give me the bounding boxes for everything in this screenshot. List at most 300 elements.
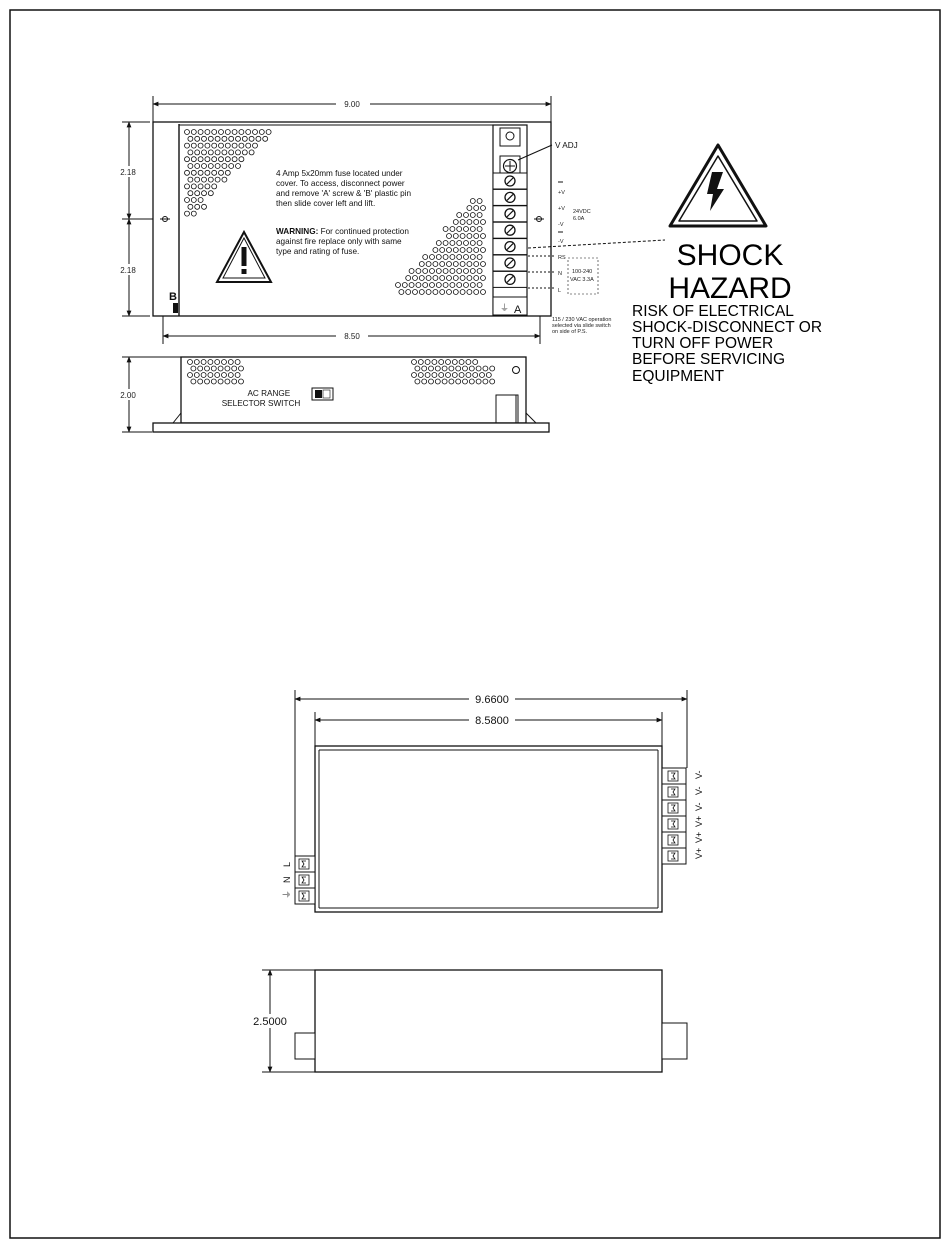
vent-hole: [215, 373, 220, 378]
vent-hole: [481, 290, 486, 295]
vent-hole: [453, 234, 458, 239]
vent-hole: [205, 366, 210, 371]
vent-hole: [236, 136, 241, 141]
vent-hole: [443, 269, 448, 274]
vent-hole: [473, 360, 478, 365]
vent-hole: [466, 373, 471, 378]
vent-hole: [212, 143, 217, 148]
vent-hole: [474, 234, 479, 239]
vent-hole: [474, 276, 479, 281]
vent-hole: [481, 206, 486, 211]
upper-height-dim: 2.18: [120, 168, 136, 177]
vent-hole: [440, 290, 445, 295]
shock-hazard-text: RISK OF ELECTRICAL SHOCK-DISCONNECT OR TURN OFF POWER BEFORE SERVICING EQUIPMENT: [632, 303, 823, 385]
vent-hole: [443, 283, 448, 288]
vent-hole: [481, 220, 486, 225]
vent-hole: [194, 373, 199, 378]
vent-hole: [423, 269, 428, 274]
vent-hole: [423, 255, 428, 260]
vent-hole: [232, 143, 237, 148]
vent-hole: [447, 262, 452, 267]
vent-hole: [467, 234, 472, 239]
input-terminal-label: L: [282, 861, 292, 867]
vent-hole: [481, 248, 486, 253]
ac-range-selector-label: AC RANGE SELECTOR SWITCH: [221, 389, 301, 408]
output-terminal-block: [662, 768, 704, 864]
vent-hole: [249, 136, 254, 141]
shock-hazard-label: [632, 145, 826, 385]
vent-hole: [416, 269, 421, 274]
vent-hole: [433, 276, 438, 281]
vent-hole: [436, 255, 441, 260]
vent-hole: [191, 366, 196, 371]
vent-hole: [436, 283, 441, 288]
vent-hole: [188, 177, 193, 182]
vent-hole: [416, 283, 421, 288]
vent-hole: [460, 276, 465, 281]
vent-hole: [423, 283, 428, 288]
vent-hole: [212, 157, 217, 162]
enclosure-top-outline: [315, 746, 662, 912]
vent-hole: [440, 248, 445, 253]
vent-hole: [195, 150, 200, 155]
vent-hole: [222, 177, 227, 182]
vent-hole: [467, 248, 472, 253]
vent-hole: [198, 379, 203, 384]
top-width-dim: 9.00: [344, 100, 360, 109]
vent-hole: [467, 262, 472, 267]
side-view-drawing: [115, 357, 549, 432]
vent-hole: [470, 199, 475, 204]
vent-hole: [450, 269, 455, 274]
output-terminal-label: V+: [694, 831, 704, 843]
vent-hole: [450, 241, 455, 246]
vent-hole: [396, 283, 401, 288]
svg-text:6.0A: 6.0A: [573, 216, 585, 222]
vent-hole: [232, 130, 237, 135]
vent-hole: [425, 360, 430, 365]
vent-hole: [457, 241, 462, 246]
vent-hole: [208, 150, 213, 155]
vent-hole: [202, 136, 207, 141]
vent-hole: [232, 366, 237, 371]
vent-hole: [432, 360, 437, 365]
vent-hole: [253, 130, 258, 135]
output-terminal-label: V-: [694, 802, 704, 811]
vent-hole: [229, 136, 234, 141]
vent-hole: [266, 130, 271, 135]
vent-hole: [232, 379, 237, 384]
vent-hole: [477, 255, 482, 260]
vent-hole: [447, 290, 452, 295]
vent-hole: [208, 136, 213, 141]
svg-text:-V: -V: [558, 239, 564, 245]
vent-hole: [443, 255, 448, 260]
vent-hole: [483, 366, 488, 371]
vent-hole: [456, 366, 461, 371]
vent-hole: [435, 379, 440, 384]
vent-hole: [422, 379, 427, 384]
vent-hole: [202, 177, 207, 182]
vent-hole: [450, 283, 455, 288]
vent-hole: [256, 136, 261, 141]
vent-hole: [222, 373, 227, 378]
vent-hole: [222, 360, 227, 365]
vent-hole: [429, 379, 434, 384]
vent-hole: [229, 150, 234, 155]
vent-hole: [253, 143, 258, 148]
vent-hole: [402, 283, 407, 288]
vent-hole: [467, 206, 472, 211]
vent-hole: [460, 248, 465, 253]
vent-hole: [432, 373, 437, 378]
output-terminal-label: V-: [694, 770, 704, 779]
vent-hole: [225, 170, 230, 175]
input-terminal-side: [295, 1033, 315, 1059]
vent-hole: [456, 379, 461, 384]
vent-hole: [198, 198, 203, 203]
vent-hole: [426, 262, 431, 267]
vent-hole: [415, 379, 420, 384]
output-bracket: [558, 182, 591, 245]
vent-hole: [446, 360, 451, 365]
hazard-title: HAZARD: [668, 272, 792, 305]
vent-hole: [406, 276, 411, 281]
vent-hole: [235, 360, 240, 365]
vent-hole: [447, 276, 452, 281]
vent-hole: [205, 143, 210, 148]
vent-hole: [453, 276, 458, 281]
vent-hole: [239, 366, 244, 371]
fuse-note: 4 Amp 5x20mm fuse located under cover. To access, disconnect power and remove 'A' screw & 'B' plastic pin then slide cover left and lift.: [276, 169, 412, 208]
vent-hole: [205, 379, 210, 384]
vent-hole: [464, 283, 469, 288]
vent-hole: [195, 191, 200, 196]
input-terminal-block: [282, 856, 315, 904]
vent-hole: [195, 204, 200, 209]
vent-hole: [453, 220, 458, 225]
vent-hole: [442, 379, 447, 384]
output-terminal-label: V+: [694, 847, 704, 859]
vent-hole: [205, 170, 210, 175]
vent-hole: [439, 360, 444, 365]
vent-hole: [467, 276, 472, 281]
terminal-block: [493, 173, 527, 287]
vent-hole: [219, 143, 224, 148]
vent-hole: [191, 379, 196, 384]
vent-hole: [188, 373, 193, 378]
vent-hole: [188, 191, 193, 196]
vent-hole: [440, 276, 445, 281]
vent-hole: [463, 366, 468, 371]
vent-hole: [229, 164, 234, 169]
vent-hole: [409, 283, 414, 288]
vent-hole: [433, 248, 438, 253]
vent-hole: [459, 360, 464, 365]
vent-hole: [436, 269, 441, 274]
vent-hole: [242, 136, 247, 141]
enclosure-height-dim: 2.5000: [253, 1016, 287, 1028]
vent-hole: [419, 290, 424, 295]
vent-hole: [195, 177, 200, 182]
vent-hole: [453, 262, 458, 267]
vent-hole: [459, 373, 464, 378]
marker-b: B: [169, 291, 177, 303]
vent-hole: [449, 366, 454, 371]
vent-hole: [469, 366, 474, 371]
vent-hole: [409, 269, 414, 274]
vent-hole: [470, 255, 475, 260]
svg-text:+V: +V: [558, 206, 565, 212]
vent-hole: [239, 157, 244, 162]
vent-hole: [219, 130, 224, 135]
vent-hole: [188, 204, 193, 209]
vent-hole: [464, 227, 469, 232]
vent-hole: [413, 276, 418, 281]
overall-length-dim: 9.6600: [475, 694, 509, 706]
vent-hole: [418, 360, 423, 365]
vent-hole: [473, 373, 478, 378]
svg-text:+V: +V: [558, 190, 565, 196]
vent-hole: [464, 269, 469, 274]
vent-hole: [218, 366, 223, 371]
vent-hole: [228, 360, 233, 365]
vent-hole: [418, 373, 423, 378]
vent-hole: [481, 276, 486, 281]
vent-hole: [205, 130, 210, 135]
vent-hole: [235, 373, 240, 378]
vent-hole: [215, 360, 220, 365]
vent-hole: [474, 290, 479, 295]
vent-hole: [486, 373, 491, 378]
vent-hole: [443, 227, 448, 232]
vent-hole: [215, 136, 220, 141]
vent-hole: [470, 283, 475, 288]
vent-hole: [490, 366, 495, 371]
vent-hole: [490, 379, 495, 384]
vent-hole: [430, 283, 435, 288]
vent-hole: [460, 220, 465, 225]
vent-hole: [191, 157, 196, 162]
vent-hole: [452, 373, 457, 378]
vent-hole: [447, 248, 452, 253]
vent-hole: [215, 177, 220, 182]
vent-hole: [449, 379, 454, 384]
vent-hole: [481, 234, 486, 239]
vent-hole: [212, 170, 217, 175]
vent-hole: [198, 143, 203, 148]
vent-hole: [236, 150, 241, 155]
vent-hole: [477, 199, 482, 204]
vent-hole: [195, 136, 200, 141]
vent-hole: [477, 283, 482, 288]
lower-top-view-drawing: [282, 690, 704, 912]
vent-hole: [205, 157, 210, 162]
vent-hole: [439, 373, 444, 378]
vent-hole: [211, 366, 216, 371]
output-terminal-label: V+: [694, 815, 704, 827]
vent-hole: [477, 269, 482, 274]
vent-hole: [188, 150, 193, 155]
vent-hole: [433, 290, 438, 295]
range-note: 115 / 230 VAC operation selected via slide switch on side of P.S.: [552, 317, 612, 335]
shock-title: SHOCK: [676, 239, 784, 272]
vent-hole: [474, 248, 479, 253]
vent-hole: [198, 184, 203, 189]
vent-hole: [406, 290, 411, 295]
vent-hole: [467, 220, 472, 225]
vent-hole: [419, 262, 424, 267]
svg-text:VAC 3.3A: VAC 3.3A: [570, 277, 594, 283]
vent-hole: [457, 269, 462, 274]
vent-hole: [457, 255, 462, 260]
vent-hole: [446, 373, 451, 378]
vent-hole: [198, 130, 203, 135]
vent-hole: [218, 379, 223, 384]
vent-hole: [259, 130, 264, 135]
vent-hole: [188, 136, 193, 141]
vent-hole: [457, 227, 462, 232]
vent-hole: [474, 220, 479, 225]
vent-hole: [440, 262, 445, 267]
vent-hole: [188, 360, 193, 365]
vent-hole: [467, 290, 472, 295]
vent-hole: [191, 143, 196, 148]
svg-text:100-240: 100-240: [572, 269, 593, 275]
vent-hole: [483, 379, 488, 384]
vent-hole: [239, 130, 244, 135]
vent-hole: [201, 360, 206, 365]
body-length-dim: 8.5800: [475, 715, 509, 727]
inner-width-dim: 8.50: [344, 332, 360, 341]
vent-hole: [425, 373, 430, 378]
ac-range-selector-switch: [312, 388, 333, 400]
vent-hole: [477, 241, 482, 246]
vent-hole: [208, 373, 213, 378]
svg-text:-V: -V: [558, 222, 564, 228]
vent-hole: [198, 170, 203, 175]
vent-hole: [208, 191, 213, 196]
vent-hole: [453, 290, 458, 295]
vent-hole: [225, 157, 230, 162]
vent-hole: [426, 290, 431, 295]
vent-hole: [412, 373, 417, 378]
vent-hole: [198, 157, 203, 162]
lower-height-dim: 2.18: [120, 266, 136, 275]
fuse-warning-note: WARNING: For continued protection against fire replace only with same type and rating of fuse.: [276, 227, 409, 256]
output-terminal-label: V-: [694, 786, 704, 795]
vent-hole: [466, 360, 471, 365]
vent-hole: [470, 227, 475, 232]
vent-hole: [201, 373, 206, 378]
vent-hole: [185, 211, 190, 216]
vent-hole: [191, 170, 196, 175]
vent-hole: [225, 366, 230, 371]
vent-hole: [219, 157, 224, 162]
vent-hole: [442, 366, 447, 371]
vent-hole: [185, 157, 190, 162]
vent-hole: [202, 204, 207, 209]
vent-hole: [239, 143, 244, 148]
vent-hole: [198, 366, 203, 371]
vent-hole: [185, 143, 190, 148]
vent-hole: [208, 177, 213, 182]
vent-hole: [450, 227, 455, 232]
vent-hole: [457, 213, 462, 218]
vent-hole: [246, 130, 251, 135]
vent-hole: [476, 366, 481, 371]
vent-hole: [474, 206, 479, 211]
vent-hole: [249, 150, 254, 155]
vent-hole: [435, 366, 440, 371]
lower-side-view-drawing: [248, 970, 687, 1072]
input-terminal-label: ⏚: [282, 889, 292, 899]
vent-hole: [202, 191, 207, 196]
vent-hole: [436, 241, 441, 246]
vent-hole: [412, 360, 417, 365]
svg-text:N: N: [558, 271, 562, 277]
vent-hole: [232, 157, 237, 162]
vent-hole: [191, 130, 196, 135]
vent-hole: [236, 164, 241, 169]
vent-hole: [399, 290, 404, 295]
vent-hole: [222, 164, 227, 169]
vent-hole: [415, 366, 420, 371]
vent-hole: [422, 366, 427, 371]
vent-hole: [205, 184, 210, 189]
svg-text:L: L: [558, 288, 562, 294]
vent-hole: [191, 211, 196, 216]
vent-hole: [433, 262, 438, 267]
vent-hole: [457, 283, 462, 288]
vent-hole: [191, 184, 196, 189]
vent-hole: [474, 262, 479, 267]
vent-hole: [450, 255, 455, 260]
vent-hole: [453, 248, 458, 253]
vent-hole: [246, 143, 251, 148]
vent-hole: [202, 150, 207, 155]
vent-hole: [208, 164, 213, 169]
vent-hole: [469, 379, 474, 384]
vent-hole: [460, 262, 465, 267]
vent-hole: [228, 373, 233, 378]
vent-hole: [480, 373, 485, 378]
vent-hole: [460, 290, 465, 295]
svg-text:24VDC: 24VDC: [573, 209, 591, 215]
vent-hole: [215, 164, 220, 169]
vent-hole: [219, 170, 224, 175]
vent-hole: [426, 276, 431, 281]
vent-hole: [460, 234, 465, 239]
vent-hole: [211, 379, 216, 384]
vent-hole: [191, 198, 196, 203]
vent-hole: [225, 130, 230, 135]
vent-hole: [185, 184, 190, 189]
vent-hole: [212, 130, 217, 135]
vent-hole: [185, 170, 190, 175]
high-voltage-warning-icon: [670, 145, 766, 226]
vent-hole: [452, 360, 457, 365]
vent-hole: [464, 255, 469, 260]
vent-hole: [463, 379, 468, 384]
vent-hole: [470, 269, 475, 274]
vent-hole: [239, 379, 244, 384]
vent-hole: [225, 143, 230, 148]
vent-hole: [185, 130, 190, 135]
svg-text:RS: RS: [558, 255, 566, 261]
vent-hole: [476, 379, 481, 384]
vent-hole: [222, 136, 227, 141]
